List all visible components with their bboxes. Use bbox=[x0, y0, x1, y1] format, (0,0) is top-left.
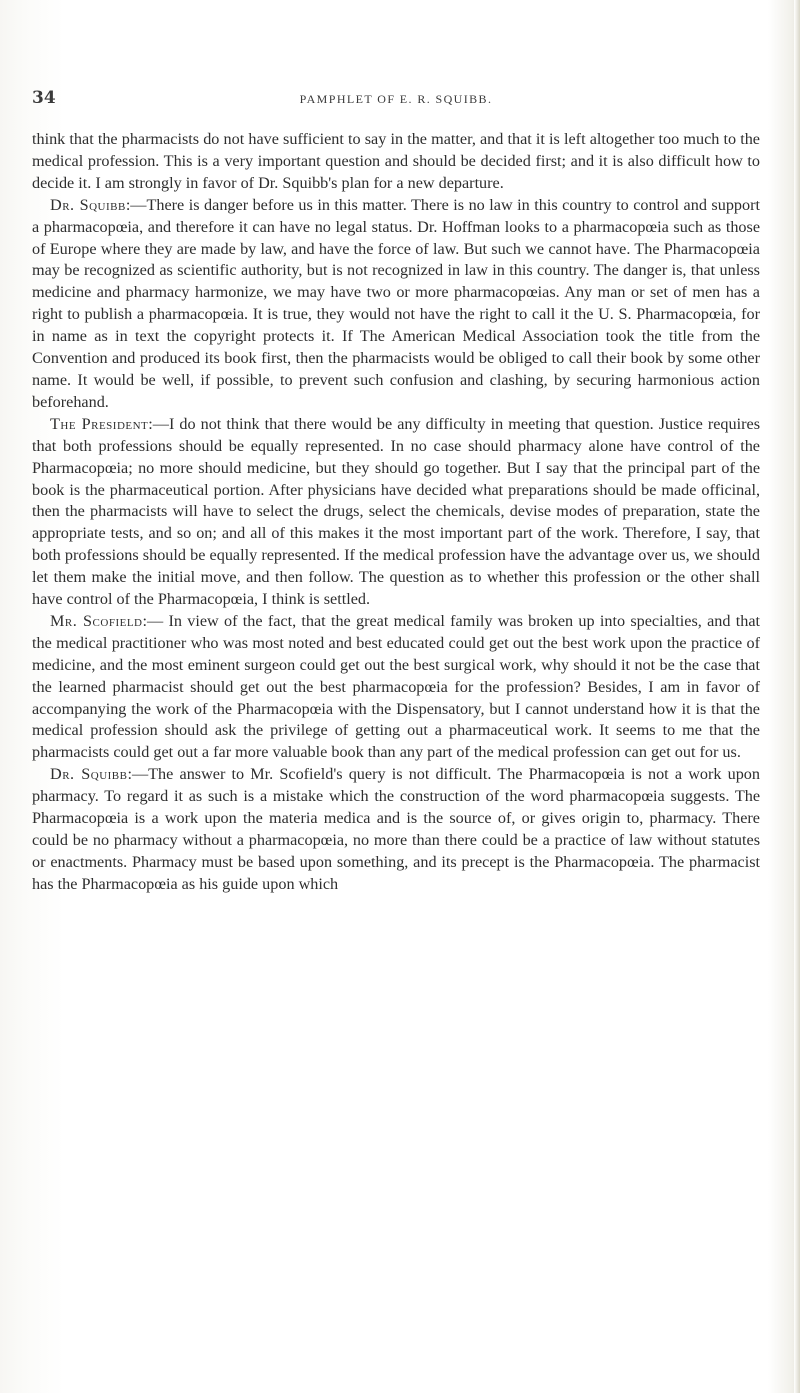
paragraph-dr-squibb-1 bbox=[32, 195, 760, 414]
paragraph-text: :—I do not think that there would be any difficulty in meeting that question. Justice requires that both professions should be equally represented. In no case should pharmacy alone have control of the Pharmacopœia; no more should medicine, but they should go together. But I say that the principal part of the book is the pharmaceutical portion. After physicians have decided what preparations should be made officinal, then the pharmacists will have to select the drugs, select the chemicals, devise modes of preparation, state the appropriate tests, and so on; and all of this makes it the most important part of the work. Therefore, I say, that both professions should be equally represented. If the medical profession have the advantage over us, we should let them make the initial move, and then follow. The question as to whether this profession or the other shall have control of the Pharmacopœia, I think is settled. bbox=[32, 414, 760, 609]
speaker-label: Dr. Squibb bbox=[50, 765, 128, 784]
paragraph-mr-scofield bbox=[32, 611, 760, 764]
paragraph-text: :—There is danger before us in this matter. There is no law in this country to control and support a pharmacopœia, and therefore it can have no legal status. Dr. Hoffman looks to a pharmacopœia such as those of Europe where they are made by law, and have the force of law. But such we cannot have. The Pharmacopœia may be recognized as scientific authority, but is not recognized in law in this country. The danger is, that unless medicine and pharmacy harmonize, we may have two or more pharmacopœias. Any man or set of men has a right to publish a pharmacopœia. It is true, they would not have the right to call it the U. S. Pharmacopœia, for in name as in text the copyright protects it. If The American Medical Association took the title from the Convention and produced its book first, then the pharmacists would be obliged to call their book by some other name. It would be well, if possible, to prevent such confusion and clashing, by securing harmonious action beforehand. bbox=[32, 195, 760, 411]
speaker-label: The President bbox=[50, 414, 149, 433]
paragraph-dr-squibb-2 bbox=[32, 764, 760, 895]
paragraph-text: :—The answer to Mr. Scofield's query is not difficult. The Pharmacopœia is not a work upon pharmacy. To regard it as such is a mistake which the construction of the word pharmacopœia suggests. The Pharmacopœia is a work upon the materia medica and is the source of, or gives origin to, pharmacy. There could be no pharmacy without a pharmacopœia, no more than there could be a practice of law without statutes or enactments. Pharmacy must be based upon something, and its precept is the Pharmacopœia. The pharmacist has the Pharmacopœia as his guide upon which bbox=[32, 765, 760, 893]
paragraph-text: think that the pharmacists do not have sufficient to say in the matter, and that it is left altogether too much to the medical profession. This is a very important question and should be decided first; and it is also difficult how to decide it. I am strongly in favor of Dr. Squibb's plan for a new departure. bbox=[32, 130, 760, 192]
page-edge-shadow bbox=[794, 0, 800, 1393]
page-number: 34 bbox=[32, 88, 56, 108]
speaker-label: Mr. Scofield bbox=[50, 611, 143, 630]
paragraph-continuation bbox=[32, 129, 760, 195]
paragraph-the-president bbox=[32, 414, 760, 611]
body-text bbox=[32, 129, 760, 896]
speaker-label: Dr. Squibb bbox=[50, 195, 126, 214]
paragraph-text: :— In view of the fact, that the great medical family was broken up into specialties, and that the medical practitioner who was most noted and best educated could get out the best work upon the practice of medicine, and the most eminent surgeon could get out the best surgical work, why should it not be the case that the learned pharmacist should get out the best pharmacopœia for the profession? Besides, I am in favor of accompanying the work of the Pharmacopœia with the Dispensatory, but I cannot understand how it is that the medical profession should ask the privilege of getting out a pharmaceutical work. It seems to me that the pharmacists could get out a far more valuable book than any part of the medical profession can get out for us. bbox=[32, 611, 760, 762]
running-head: PAMPHLET OF E. R. SQUIBB. bbox=[299, 92, 493, 106]
page-header bbox=[32, 88, 760, 114]
